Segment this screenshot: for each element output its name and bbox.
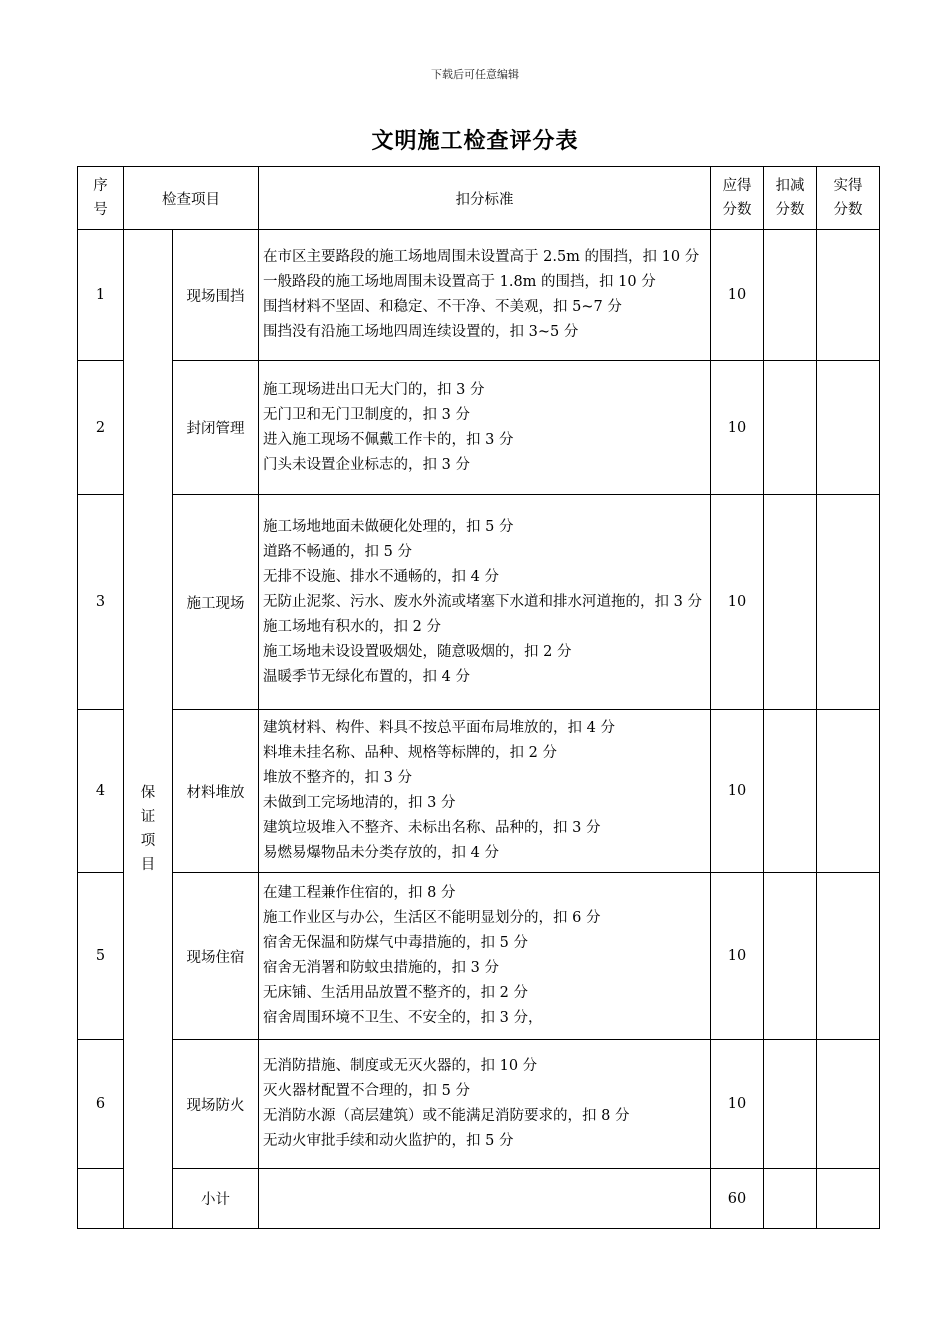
row-actual-score-cell[interactable] <box>817 873 880 1040</box>
row-deduct-score-cell[interactable] <box>764 230 817 361</box>
row-deduct-score-cell[interactable] <box>764 361 817 495</box>
subtotal-label: 小计 <box>173 1169 259 1229</box>
subtotal-row <box>78 1169 880 1229</box>
table-row <box>78 873 880 1040</box>
table-row <box>78 495 880 710</box>
table-row <box>78 710 880 873</box>
table-row <box>78 230 880 361</box>
table-row <box>78 1040 880 1169</box>
row-item: 封闭管理 <box>173 361 259 495</box>
score-table <box>77 166 880 1229</box>
group-label-guarantee-items: 保 证 项 目 <box>124 230 173 1229</box>
row-item: 现场住宿 <box>173 873 259 1040</box>
row-seq: 6 <box>78 1040 124 1169</box>
row-item: 施工现场 <box>173 495 259 710</box>
row-item: 材料堆放 <box>173 710 259 873</box>
row-seq: 3 <box>78 495 124 710</box>
subtotal-seq-cell <box>78 1169 124 1229</box>
row-due-score: 10 <box>711 230 764 361</box>
table-row <box>78 361 880 495</box>
col-header-actual-score: 实得 分数 <box>817 167 880 230</box>
row-criteria: 施工场地地面未做硬化处理的，扣 5 分 道路不畅通的，扣 5 分 无排不设施、排水不通畅的，扣 4 分 无防止泥浆、污水、废水外流或堵塞下水道和排水河道拖的，扣 3 分 施工场地有积水的，扣 2 分 施工场地未设设置吸烟处，随意吸烟的，扣 2 分 温暖季节无绿化布置的，扣 4 分 <box>259 495 711 710</box>
row-deduct-score-cell[interactable] <box>764 710 817 873</box>
row-item: 现场防火 <box>173 1040 259 1169</box>
row-due-score: 10 <box>711 361 764 495</box>
subtotal-actual-score-cell[interactable] <box>817 1169 880 1229</box>
row-due-score: 10 <box>711 873 764 1040</box>
subtotal-due-score: 60 <box>711 1169 764 1229</box>
table-header-row <box>78 167 880 230</box>
row-item: 现场围挡 <box>173 230 259 361</box>
header-note: 下载后可任意编辑 <box>431 68 519 81</box>
row-actual-score-cell[interactable] <box>817 361 880 495</box>
row-seq: 5 <box>78 873 124 1040</box>
subtotal-deduct-score-cell[interactable] <box>764 1169 817 1229</box>
row-actual-score-cell[interactable] <box>817 1040 880 1169</box>
row-criteria: 施工现场进出口无大门的，扣 3 分 无门卫和无门卫制度的，扣 3 分 进入施工现场不佩戴工作卡的，扣 3 分 门头未设置企业标志的，扣 3 分 <box>259 361 711 495</box>
row-actual-score-cell[interactable] <box>817 495 880 710</box>
col-header-item: 检查项目 <box>124 167 259 230</box>
row-deduct-score-cell[interactable] <box>764 873 817 1040</box>
row-deduct-score-cell[interactable] <box>764 1040 817 1169</box>
row-criteria: 在市区主要路段的施工场地周围未设置高于 2.5m 的围挡，扣 10 分 一般路段的施工场地周围未设置高于 1.8m 的围挡，扣 10 分 围挡材料不坚固、和稳定、不干净、不美观，扣 5~7 分 围挡没有沿施工场地四周连续设置的，扣 3~5 分 <box>259 230 711 361</box>
row-seq: 2 <box>78 361 124 495</box>
row-due-score: 10 <box>711 710 764 873</box>
col-header-deduct-score: 扣减 分数 <box>764 167 817 230</box>
col-header-due-score: 应得 分数 <box>711 167 764 230</box>
row-criteria: 在建工程兼作住宿的，扣 8 分 施工作业区与办公，生活区不能明显划分的，扣 6 分 宿舍无保温和防煤气中毒措施的，扣 5 分 宿舍无消署和防蚊虫措施的，扣 3 分 无床铺、生活用品放置不整齐的，扣 2 分 宿舍周围环境不卫生、不安全的，扣 3 分， <box>259 873 711 1040</box>
row-seq: 4 <box>78 710 124 873</box>
document-title: 文明施工检查评分表 <box>371 129 579 154</box>
row-deduct-score-cell[interactable] <box>764 495 817 710</box>
subtotal-criteria-cell <box>259 1169 711 1229</box>
row-actual-score-cell[interactable] <box>817 230 880 361</box>
row-seq: 1 <box>78 230 124 361</box>
row-actual-score-cell[interactable] <box>817 710 880 873</box>
col-header-criteria: 扣分标准 <box>259 167 711 230</box>
row-due-score: 10 <box>711 1040 764 1169</box>
row-criteria: 无消防措施、制度或无灭火器的，扣 10 分 灭火器材配置不合理的，扣 5 分 无消防水源（高层建筑）或不能满足消防要求的，扣 8 分 无动火审批手续和动火监护的，扣 5 分 <box>259 1040 711 1169</box>
row-criteria: 建筑材料、构件、料具不按总平面布局堆放的，扣 4 分 料堆未挂名称、品种、规格等标牌的，扣 2 分 堆放不整齐的，扣 3 分 未做到工完场地清的，扣 3 分 建筑垃圾堆入不整齐、未标出名称、品种的，扣 3 分 易燃易爆物品未分类存放的，扣 4 分 <box>259 710 711 873</box>
row-due-score: 10 <box>711 495 764 710</box>
col-header-seq: 序 号 <box>78 167 124 230</box>
